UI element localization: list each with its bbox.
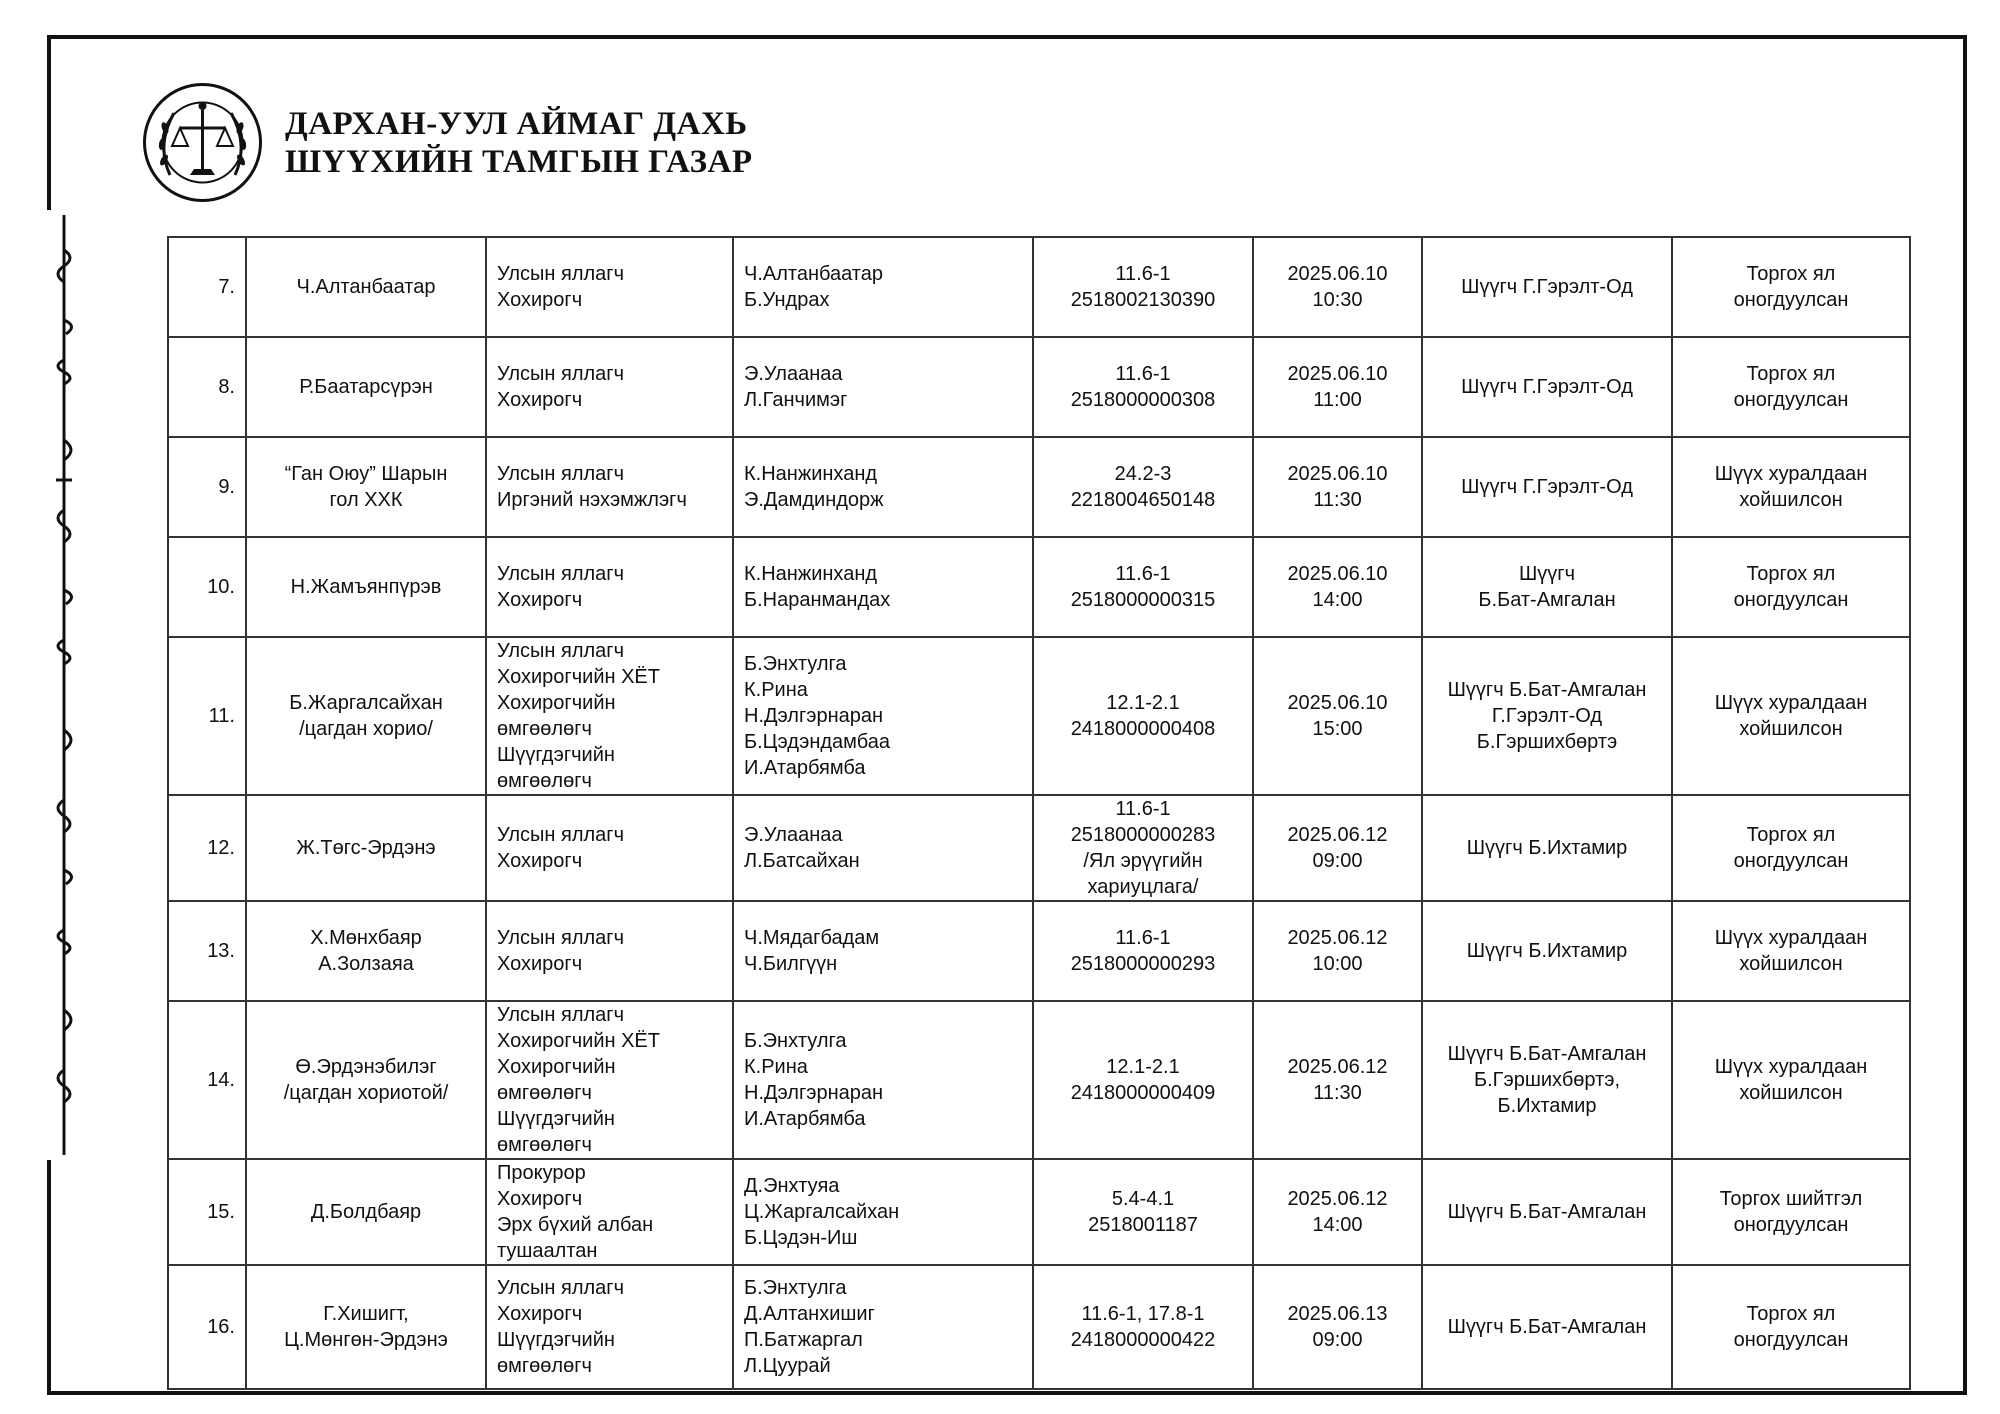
- participants-cell-line: Л.Цуурай: [744, 1355, 831, 1377]
- org-title: [285, 105, 752, 181]
- judge-cell-line: Шүүгч Б.Ихтамир: [1466, 940, 1628, 962]
- row-number: [168, 795, 246, 901]
- participants-cell-line: П.Батжаргал: [744, 1329, 863, 1351]
- article-cell: [1033, 1159, 1253, 1265]
- defendant-cell-line: Ч.Алтанбаатар: [296, 276, 436, 298]
- roles-cell-line: Иргэний нэхэмжлэгч: [497, 489, 687, 511]
- defendant-cell-line: Р.Баатарсүрэн: [299, 376, 433, 398]
- result-cell: [1672, 795, 1910, 901]
- result-cell-line: Шүүх хуралдаан: [1714, 463, 1868, 485]
- article-cell-line: 2418000000409: [1070, 1082, 1216, 1104]
- result-cell-line: хойшилсон: [1739, 489, 1843, 511]
- participants-cell-line: Б.Энхтулга: [744, 653, 847, 675]
- result-cell-line: оногдуулсан: [1733, 1214, 1849, 1236]
- datetime-cell: [1253, 537, 1422, 637]
- roles-cell-line: Улсын яллагч: [497, 1277, 625, 1299]
- participants-cell-line: К.Нанжинханд: [744, 563, 878, 585]
- judge-cell-line: Шүүгч Г.Гэрэлт-Од: [1461, 376, 1633, 398]
- datetime-cell-line: 2025.06.12: [1287, 927, 1388, 949]
- table-row: [168, 1159, 1910, 1265]
- row-number: [168, 901, 246, 1001]
- roles-cell-line: Улсын яллагч: [497, 463, 625, 485]
- result-cell: [1672, 537, 1910, 637]
- roles-cell-line: Улсын яллагч: [497, 927, 625, 949]
- datetime-cell-line: 2025.06.12: [1287, 824, 1388, 846]
- result-cell-line: хойшилсон: [1739, 953, 1843, 975]
- header: [140, 80, 752, 205]
- roles-cell-line: Эрх бүхий албан: [497, 1214, 654, 1236]
- judge-cell-line: Шүүгч Б.Бат-Амгалан: [1447, 1043, 1647, 1065]
- datetime-cell: [1253, 1001, 1422, 1159]
- judge-cell-line: Б.Ихтамир: [1497, 1095, 1597, 1117]
- judge-cell-line: Б.Бат-Амгалан: [1478, 589, 1616, 611]
- defendant-cell: [246, 795, 486, 901]
- roles-cell-line: Прокурор: [497, 1162, 586, 1184]
- roles-cell-line: Хохирогчийн: [497, 692, 616, 714]
- judge-cell: [1422, 637, 1672, 795]
- judge-cell: [1422, 1265, 1672, 1389]
- defendant-cell-line: Г.Хишигт,: [323, 1303, 409, 1325]
- defendant-cell: [246, 337, 486, 437]
- defendant-cell-line: А.Золзаяа: [318, 953, 414, 975]
- participants-cell-line: Д.Энхтуяа: [744, 1175, 840, 1197]
- judge-cell-line: Шүүгч Б.Бат-Амгалан: [1447, 679, 1647, 701]
- participants-cell: [733, 537, 1033, 637]
- defendant-cell: [246, 237, 486, 337]
- article-cell-line: 2418000000408: [1070, 718, 1216, 740]
- roles-cell-line: Шүүгдэгчийн: [497, 1329, 615, 1351]
- datetime-cell-line: 11:00: [1313, 389, 1362, 411]
- row-number-line: 8.: [218, 376, 235, 398]
- article-cell-line: 11.6-1: [1115, 363, 1171, 385]
- result-cell-line: Торгох ял: [1746, 263, 1836, 285]
- roles-cell: [486, 237, 733, 337]
- roles-cell-line: өмгөөлөгч: [497, 1082, 592, 1104]
- row-number-line: 14.: [207, 1069, 235, 1091]
- roles-cell-line: Хохирогч: [497, 289, 583, 311]
- table-row: [168, 637, 1910, 795]
- result-cell: [1672, 237, 1910, 337]
- roles-cell-line: өмгөөлөгч: [497, 1355, 592, 1377]
- result-cell-line: Торгох шийтгэл: [1719, 1188, 1863, 1210]
- defendant-cell: [246, 537, 486, 637]
- row-number-line: 11.: [208, 705, 235, 727]
- participants-cell: [733, 437, 1033, 537]
- article-cell: [1033, 437, 1253, 537]
- result-cell-line: оногдуулсан: [1733, 850, 1849, 872]
- datetime-cell: [1253, 1265, 1422, 1389]
- defendant-cell: [246, 1159, 486, 1265]
- table-row: [168, 901, 1910, 1001]
- datetime-cell-line: 11:30: [1313, 1082, 1362, 1104]
- datetime-cell-line: 2025.06.12: [1287, 1188, 1388, 1210]
- datetime-cell: [1253, 437, 1422, 537]
- participants-cell-line: Л.Батсайхан: [744, 850, 860, 872]
- datetime-cell-line: 2025.06.12: [1287, 1056, 1388, 1078]
- article-cell: [1033, 337, 1253, 437]
- row-number-line: 16.: [207, 1316, 235, 1338]
- participants-cell-line: Н.Дэлгэрнаран: [744, 705, 884, 727]
- article-cell-line: 2518000000283: [1070, 824, 1216, 846]
- article-cell: [1033, 795, 1253, 901]
- article-cell: [1033, 1001, 1253, 1159]
- court-schedule-table: [167, 236, 1911, 1390]
- datetime-cell-line: 2025.06.13: [1287, 1303, 1388, 1325]
- participants-cell-line: Б.Цэдэндамбаа: [744, 731, 890, 753]
- datetime-cell-line: 09:00: [1312, 850, 1363, 872]
- judge-cell: [1422, 1001, 1672, 1159]
- datetime-cell-line: 14:00: [1312, 1214, 1363, 1236]
- row-number-line: 12.: [207, 837, 235, 859]
- roles-cell-line: Шүүгдэгчийн: [497, 1108, 615, 1130]
- judge-cell: [1422, 1159, 1672, 1265]
- row-number-line: 13.: [207, 940, 235, 962]
- row-number-line: 7.: [218, 276, 235, 298]
- roles-cell-line: Хохирогч: [497, 1303, 583, 1325]
- datetime-cell: [1253, 237, 1422, 337]
- participants-cell-line: К.Нанжинханд: [744, 463, 878, 485]
- participants-cell-line: Д.Алтанхишиг: [744, 1303, 875, 1325]
- judge-cell-line: Г.Гэрэлт-Од: [1491, 705, 1603, 727]
- defendant-cell: [246, 437, 486, 537]
- row-number: [168, 1001, 246, 1159]
- article-cell: [1033, 901, 1253, 1001]
- table-row: [168, 1265, 1910, 1389]
- article-cell-line: 11.6-1, 17.8-1: [1081, 1303, 1205, 1325]
- roles-cell-line: Улсын яллагч: [497, 640, 625, 662]
- participants-cell-line: И.Атарбямба: [744, 757, 866, 779]
- roles-cell-line: Хохирогч: [497, 589, 583, 611]
- datetime-cell: [1253, 901, 1422, 1001]
- mongolian-script-ornament: [44, 210, 84, 1160]
- table-row: [168, 337, 1910, 437]
- judge-cell-line: Б.Гэршихбөртэ: [1476, 731, 1618, 753]
- org-title-line-2: ШҮҮХИЙН ТАМГЫН ГАЗАР: [285, 143, 753, 180]
- participants-cell: [733, 237, 1033, 337]
- result-cell-line: Шүүх хуралдаан: [1714, 927, 1868, 949]
- roles-cell-line: Хохирогчийн ХЁТ: [497, 666, 660, 688]
- article-cell-line: 2518000000315: [1070, 589, 1216, 611]
- article-cell-line: 2218004650148: [1070, 489, 1216, 511]
- judge-cell-line: Шүүгч Г.Гэрэлт-Од: [1461, 476, 1633, 498]
- judge-cell-line: Шүүгч: [1518, 563, 1576, 585]
- participants-cell-line: К.Рина: [744, 1056, 808, 1078]
- roles-cell-line: Хохирогч: [497, 1188, 583, 1210]
- datetime-cell-line: 11:30: [1313, 489, 1362, 511]
- judge-cell-line: Шүүгч Б.Ихтамир: [1466, 837, 1628, 859]
- roles-cell-line: тушаалтан: [497, 1240, 598, 1262]
- result-cell: [1672, 1001, 1910, 1159]
- defendant-cell-line: /цагдан хорио/: [299, 718, 433, 740]
- judge-cell: [1422, 337, 1672, 437]
- datetime-cell: [1253, 337, 1422, 437]
- defendant-cell-line: Н.Жамъянпүрэв: [290, 576, 442, 598]
- article-cell-line: хариуцлага/: [1087, 876, 1199, 898]
- participants-cell-line: Б.Энхтулга: [744, 1030, 847, 1052]
- roles-cell: [486, 1001, 733, 1159]
- court-emblem-icon: [140, 80, 265, 205]
- roles-cell-line: Хохирогч: [497, 953, 583, 975]
- participants-cell-line: Ц.Жаргалсайхан: [744, 1201, 900, 1223]
- datetime-cell-line: 14:00: [1312, 589, 1363, 611]
- defendant-cell: [246, 901, 486, 1001]
- roles-cell-line: өмгөөлөгч: [497, 1134, 592, 1156]
- result-cell-line: оногдуулсан: [1733, 589, 1849, 611]
- judge-cell-line: Шүүгч Б.Бат-Амгалан: [1447, 1201, 1647, 1223]
- article-cell-line: /Ял эрүүгийн: [1083, 850, 1203, 872]
- defendant-cell-line: /цагдан хориотой/: [283, 1082, 449, 1104]
- judge-cell-line: Шүүгч Б.Бат-Амгалан: [1447, 1316, 1647, 1338]
- participants-cell-line: Л.Ганчимэг: [744, 389, 848, 411]
- article-cell-line: 11.6-1: [1115, 927, 1171, 949]
- roles-cell-line: Хохирогчийн ХЁТ: [497, 1030, 660, 1052]
- datetime-cell-line: 2025.06.10: [1287, 463, 1388, 485]
- roles-cell: [486, 437, 733, 537]
- result-cell: [1672, 337, 1910, 437]
- article-cell-line: 2518000000308: [1070, 389, 1216, 411]
- article-cell-line: 2418000000422: [1070, 1329, 1216, 1351]
- defendant-cell-line: Б.Жаргалсайхан: [289, 692, 443, 714]
- participants-cell-line: Б.Цэдэн-Иш: [744, 1227, 858, 1249]
- datetime-cell-line: 2025.06.10: [1287, 692, 1388, 714]
- row-number-line: 10.: [207, 576, 235, 598]
- datetime-cell-line: 15:00: [1312, 718, 1363, 740]
- roles-cell: [486, 901, 733, 1001]
- participants-cell-line: Э.Улаанаа: [744, 824, 843, 846]
- judge-cell: [1422, 237, 1672, 337]
- result-cell-line: Торгох ял: [1746, 1303, 1836, 1325]
- datetime-cell: [1253, 637, 1422, 795]
- table-row: [168, 537, 1910, 637]
- row-number: [168, 237, 246, 337]
- participants-cell-line: И.Атарбямба: [744, 1108, 866, 1130]
- roles-cell-line: Улсын яллагч: [497, 824, 625, 846]
- participants-cell: [733, 337, 1033, 437]
- table-row: [168, 1001, 1910, 1159]
- judge-cell-line: Шүүгч Г.Гэрэлт-Од: [1461, 276, 1633, 298]
- result-cell-line: хойшилсон: [1739, 718, 1843, 740]
- article-cell: [1033, 237, 1253, 337]
- judge-cell: [1422, 795, 1672, 901]
- article-cell-line: 2518001187: [1088, 1214, 1198, 1236]
- datetime-cell-line: 10:30: [1312, 289, 1363, 311]
- roles-cell: [486, 1159, 733, 1265]
- roles-cell-line: Улсын яллагч: [497, 1004, 625, 1026]
- defendant-cell-line: гол ХХК: [329, 489, 403, 511]
- datetime-cell: [1253, 1159, 1422, 1265]
- result-cell-line: оногдуулсан: [1733, 289, 1849, 311]
- result-cell: [1672, 1159, 1910, 1265]
- org-title-line-1: ДАРХАН-УУЛ АЙМАГ ДАХЬ: [285, 105, 748, 142]
- roles-cell-line: өмгөөлөгч: [497, 718, 592, 740]
- result-cell-line: Торгох ял: [1746, 563, 1836, 585]
- datetime-cell-line: 10:00: [1312, 953, 1363, 975]
- article-cell-line: 2518002130390: [1070, 289, 1216, 311]
- result-cell-line: хойшилсон: [1739, 1082, 1843, 1104]
- result-cell: [1672, 1265, 1910, 1389]
- participants-cell: [733, 1159, 1033, 1265]
- roles-cell-line: Улсын яллагч: [497, 263, 625, 285]
- roles-cell-line: Шүүгдэгчийн: [497, 744, 615, 766]
- row-number: [168, 637, 246, 795]
- roles-cell: [486, 637, 733, 795]
- datetime-cell-line: 2025.06.10: [1287, 363, 1388, 385]
- participants-cell-line: Э.Улаанаа: [744, 363, 843, 385]
- participants-cell-line: Б.Наранмандах: [744, 589, 891, 611]
- result-cell: [1672, 901, 1910, 1001]
- article-cell-line: 5.4-4.1: [1111, 1188, 1175, 1210]
- defendant-cell-line: Д.Болдбаяр: [310, 1201, 422, 1223]
- table-row: [168, 795, 1910, 901]
- participants-cell: [733, 795, 1033, 901]
- defendant-cell-line: Ц.Мөнгөн-Эрдэнэ: [284, 1329, 448, 1351]
- defendant-cell: [246, 637, 486, 795]
- result-cell-line: Шүүх хуралдаан: [1714, 692, 1868, 714]
- result-cell-line: оногдуулсан: [1733, 1329, 1849, 1351]
- judge-cell: [1422, 537, 1672, 637]
- roles-cell: [486, 795, 733, 901]
- datetime-cell-line: 09:00: [1312, 1329, 1363, 1351]
- row-number: [168, 537, 246, 637]
- participants-cell-line: Н.Дэлгэрнаран: [744, 1082, 884, 1104]
- article-cell: [1033, 637, 1253, 795]
- article-cell-line: 11.6-1: [1115, 798, 1171, 820]
- article-cell-line: 11.6-1: [1115, 263, 1171, 285]
- defendant-cell: [246, 1001, 486, 1159]
- row-number: [168, 337, 246, 437]
- roles-cell-line: Хохирогч: [497, 389, 583, 411]
- participants-cell-line: Ч.Мядагбадам: [744, 927, 880, 949]
- result-cell-line: оногдуулсан: [1733, 389, 1849, 411]
- result-cell-line: Торгох ял: [1746, 824, 1836, 846]
- result-cell: [1672, 437, 1910, 537]
- participants-cell: [733, 637, 1033, 795]
- defendant-cell-line: Ө.Эрдэнэбилэг: [295, 1056, 437, 1078]
- defendant-cell-line: “Ган Оюу” Шарын: [284, 463, 448, 485]
- judge-cell: [1422, 901, 1672, 1001]
- article-cell: [1033, 1265, 1253, 1389]
- participants-cell-line: К.Рина: [744, 679, 808, 701]
- datetime-cell-line: 2025.06.10: [1287, 563, 1388, 585]
- row-number-line: 9.: [218, 476, 235, 498]
- datetime-cell: [1253, 795, 1422, 901]
- judge-cell-line: Б.Гэршихбөртэ,: [1473, 1069, 1620, 1091]
- roles-cell-line: Хохирогч: [497, 850, 583, 872]
- result-cell: [1672, 637, 1910, 795]
- table-row: [168, 237, 1910, 337]
- participants-cell-line: Б.Ундрах: [744, 289, 830, 311]
- row-number: [168, 1265, 246, 1389]
- roles-cell: [486, 1265, 733, 1389]
- participants-cell-line: Ч.Билгүүн: [744, 953, 838, 975]
- article-cell: [1033, 537, 1253, 637]
- row-number: [168, 437, 246, 537]
- participants-cell: [733, 901, 1033, 1001]
- article-cell-line: 11.6-1: [1115, 563, 1171, 585]
- defendant-cell-line: Х.Мөнхбаяр: [310, 927, 422, 949]
- result-cell-line: Шүүх хуралдаан: [1714, 1056, 1868, 1078]
- article-cell-line: 24.2-3: [1114, 463, 1172, 485]
- article-cell-line: 12.1-2.1: [1106, 692, 1180, 714]
- participants-cell-line: Ч.Алтанбаатар: [744, 263, 883, 285]
- roles-cell: [486, 337, 733, 437]
- participants-cell-line: Э.Дамдиндорж: [744, 489, 884, 511]
- defendant-cell-line: Ж.Төгс-Эрдэнэ: [296, 837, 436, 859]
- datetime-cell-line: 2025.06.10: [1287, 263, 1388, 285]
- article-cell-line: 12.1-2.1: [1106, 1056, 1180, 1078]
- row-number: [168, 1159, 246, 1265]
- defendant-cell: [246, 1265, 486, 1389]
- row-number-line: 15.: [207, 1201, 235, 1223]
- judge-cell: [1422, 437, 1672, 537]
- roles-cell-line: өмгөөлөгч: [497, 770, 592, 792]
- participants-cell-line: Б.Энхтулга: [744, 1277, 847, 1299]
- result-cell-line: Торгох ял: [1746, 363, 1836, 385]
- roles-cell-line: Улсын яллагч: [497, 563, 625, 585]
- table-row: [168, 437, 1910, 537]
- article-cell-line: 2518000000293: [1070, 953, 1216, 975]
- roles-cell: [486, 537, 733, 637]
- participants-cell: [733, 1265, 1033, 1389]
- roles-cell-line: Улсын яллагч: [497, 363, 625, 385]
- roles-cell-line: Хохирогчийн: [497, 1056, 616, 1078]
- participants-cell: [733, 1001, 1033, 1159]
